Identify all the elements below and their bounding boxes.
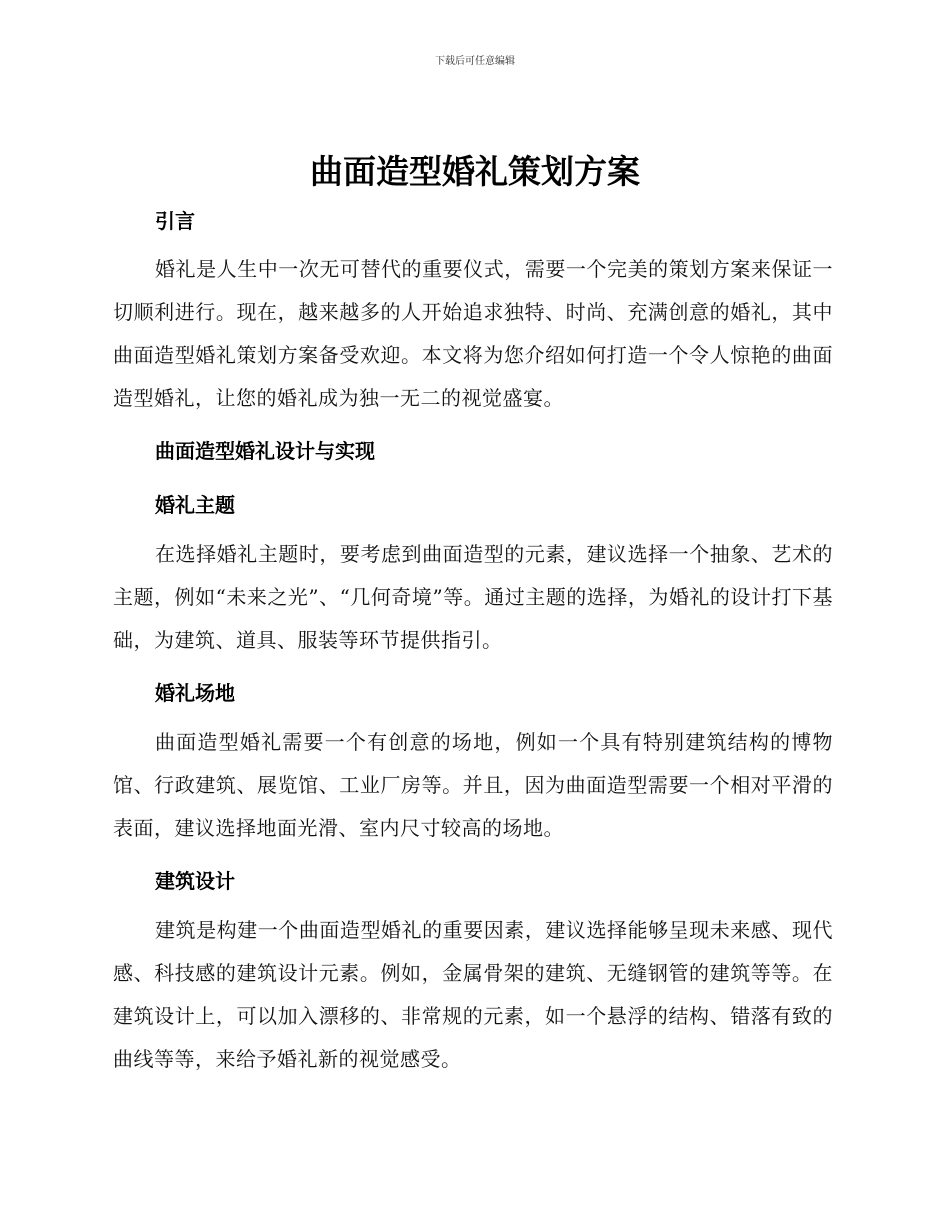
section-heading-architecture: 建筑设计	[155, 869, 235, 893]
paragraph-theme: 在选择婚礼主题时，要考虑到曲面造型的元素，建议选择一个抽象、艺术的主题，例如“未来之光”、“几何奇境”等。通过主题的选择，为婚礼的设计打下基础，为建筑、道具、服装等环节提供指引。	[113, 542, 833, 652]
section-heading-theme: 婚礼主题	[155, 493, 235, 517]
section-heading-venue: 婚礼场地	[155, 681, 235, 705]
document-title: 曲面造型婚礼策划方案	[310, 152, 640, 191]
section-heading-intro: 引言	[155, 209, 195, 233]
paragraph-intro: 婚礼是人生中一次无可替代的重要仪式，需要一个完美的策划方案来保证一切顺利进行。现在，越来越多的人开始追求独特、时尚、充满创意的婚礼，其中曲面造型婚礼策划方案备受欢迎。本文将为您介绍如何打造一个令人惊艳的曲面造型婚礼，让您的婚礼成为独一无二的视觉盛宴。	[113, 257, 833, 410]
document-body	[113, 200, 833, 1081]
paragraph-venue: 曲面造型婚礼需要一个有创意的场地，例如一个具有特别建筑结构的博物馆、行政建筑、展览馆、工业厂房等。并且，因为曲面造型需要一个相对平滑的表面，建议选择地面光滑、室内尺寸较高的场地。	[113, 730, 833, 840]
paragraph-architecture: 建筑是构建一个曲面造型婚礼的重要因素，建议选择能够呈现未来感、现代感、科技感的建筑设计元素。例如，金属骨架的建筑、无缝钢管的建筑等等。在建筑设计上，可以加入漂移的、非常规的元素，如一个悬浮的结构、错落有致的曲线等等，来给予婚礼新的视觉感受。	[113, 918, 833, 1071]
section-heading-design: 曲面造型婚礼设计与实现	[155, 439, 375, 463]
page-header-note: 下载后可任意编辑	[435, 56, 515, 67]
